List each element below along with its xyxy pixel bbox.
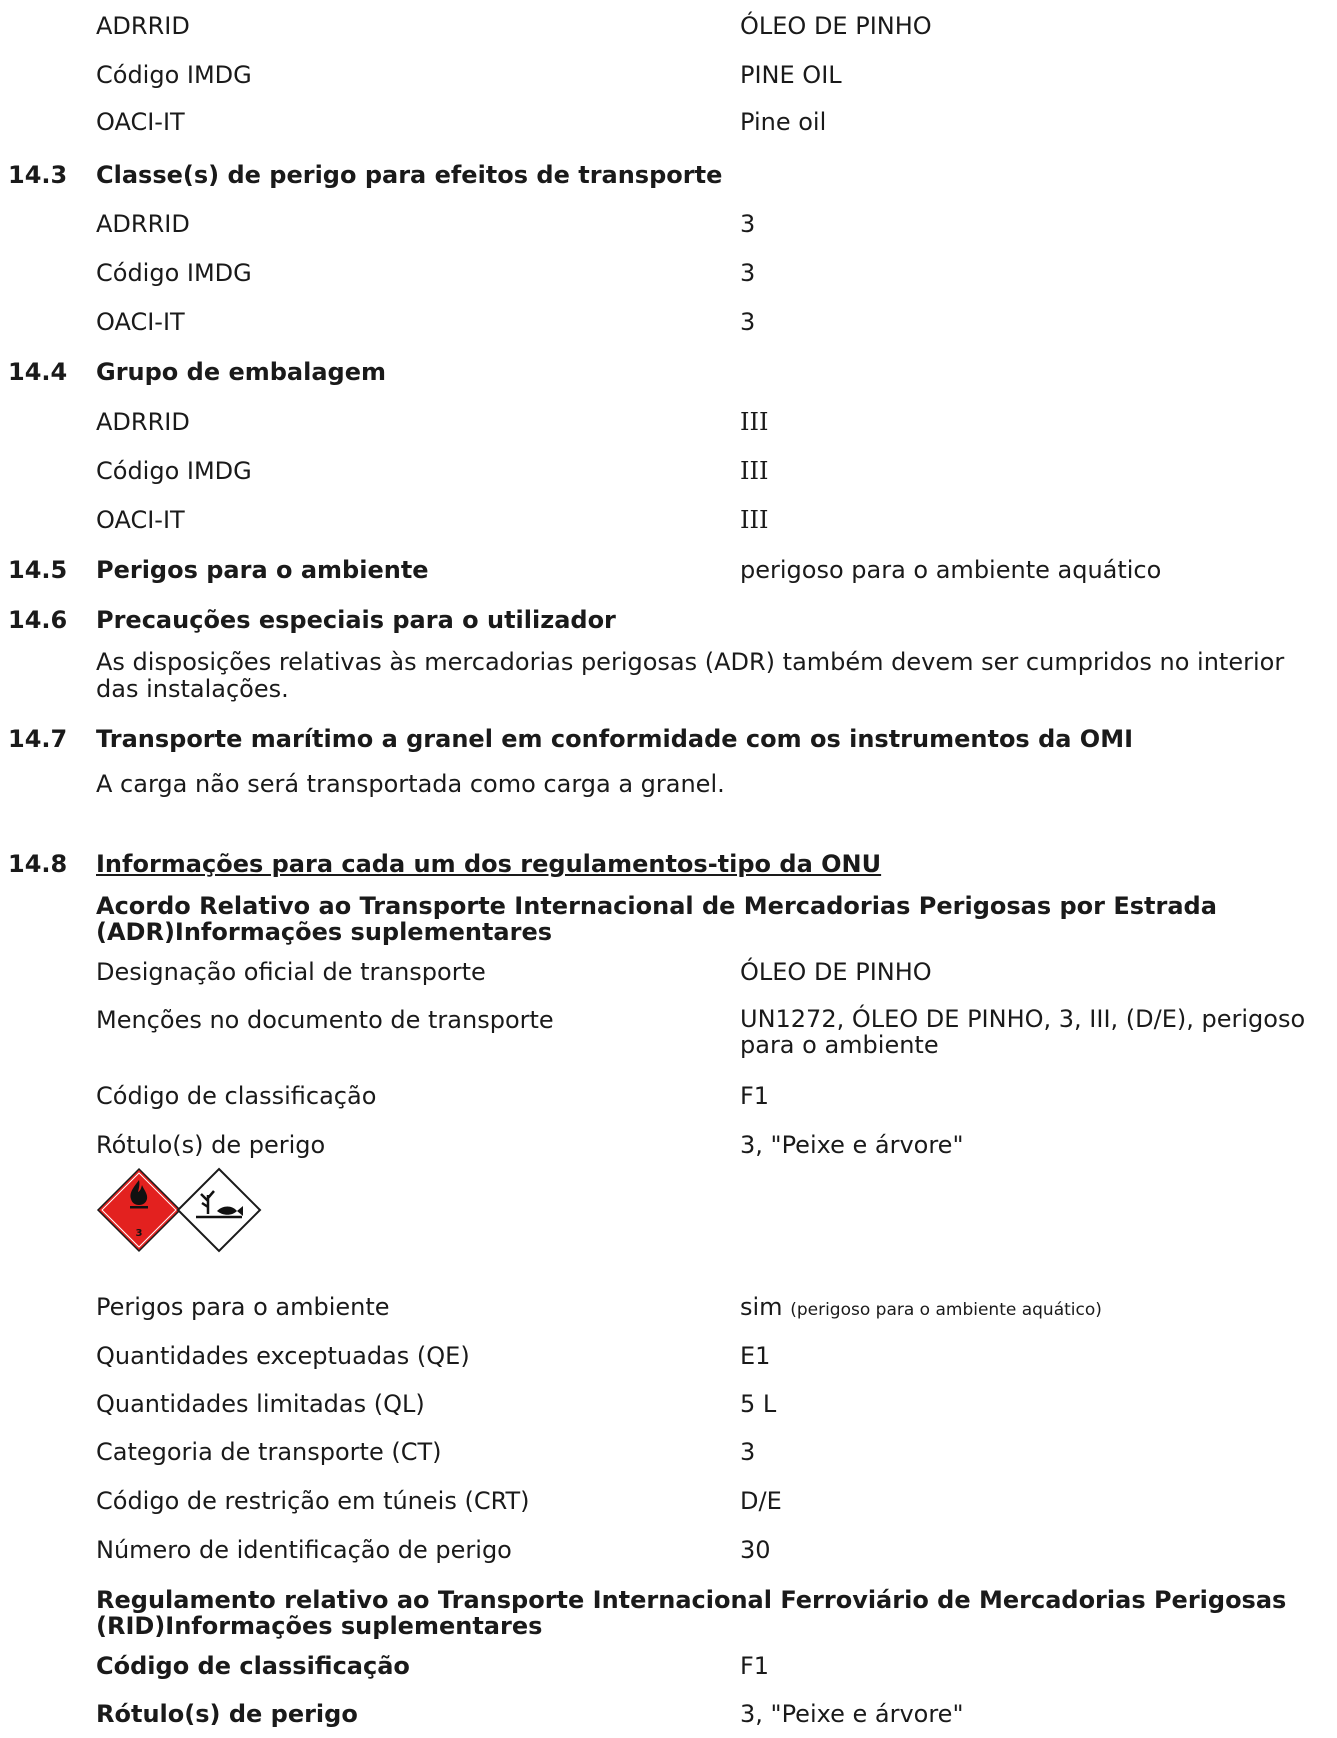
- section-title-14-3: Classe(s) de perigo para efeitos de transporte: [96, 161, 723, 189]
- adr-hazard-labels-value: 3, "Peixe e árvore": [740, 1131, 964, 1159]
- section-number-14-3: 14.3: [8, 161, 68, 189]
- oaci-name-value: Pine oil: [740, 108, 827, 136]
- adr-shipping-name-label: Designação oficial de transporte: [96, 958, 486, 986]
- section-number-14-6: 14.6: [8, 606, 68, 634]
- class-oaci-value: 3: [740, 308, 756, 336]
- section-number-14-4: 14.4: [8, 358, 68, 386]
- section-title-14-7: Transporte marítimo a granel em conformidade com os instrumentos da OMI: [96, 725, 1134, 753]
- oaci-label: OACI-IT: [96, 108, 185, 136]
- section-title-14-4: Grupo de embalagem: [96, 358, 387, 386]
- adr-classification-code-value: F1: [740, 1082, 770, 1110]
- section-number-14-5: 14.5: [8, 556, 68, 584]
- section-number-14-8: 14.8: [8, 850, 68, 878]
- adr-tunnel-code-value: D/E: [740, 1487, 782, 1515]
- adr-excepted-quantities-value: E1: [740, 1342, 771, 1370]
- hazard-label-pictograms: [96, 1167, 266, 1257]
- packing-adrrid-label: ADRRID: [96, 408, 190, 436]
- adr-tunnel-code-label: Código de restrição em túneis (CRT): [96, 1487, 530, 1515]
- adrrid-name-value: ÓLEO DE PINHO: [740, 12, 932, 40]
- section-title-14-8: Informações para cada um dos regulamentos-tipo da ONU: [96, 850, 882, 878]
- environment-hazard-icon: [178, 1169, 260, 1251]
- imdg-label: Código IMDG: [96, 61, 252, 89]
- adr-environment-yes: sim: [740, 1293, 783, 1321]
- adr-environment-label: Perigos para o ambiente: [96, 1293, 390, 1321]
- imdg-name-value: PINE OIL: [740, 61, 842, 89]
- adr-classification-code-label: Código de classificação: [96, 1082, 377, 1110]
- packing-imdg-label: Código IMDG: [96, 457, 252, 485]
- adr-excepted-quantities-label: Quantidades exceptuadas (QE): [96, 1342, 470, 1370]
- adr-document-entry-value: UN1272, ÓLEO DE PINHO, 3, III, (D/E), perigoso para o ambiente: [740, 1005, 1306, 1059]
- packing-adrrid-value: III: [740, 408, 769, 436]
- adr-transport-category-label: Categoria de transporte (CT): [96, 1438, 442, 1466]
- adr-document-entry-label: Menções no documento de transporte: [96, 1006, 554, 1034]
- rid-classification-code-value: F1: [740, 1652, 770, 1680]
- adr-subsection-title: Acordo Relativo ao Transporte Internacional de Mercadorias Perigosas por Estrada (ADR)Informações suplementares: [96, 892, 1217, 946]
- adr-environment-note: (perigoso para o ambiente aquático): [790, 1300, 1102, 1320]
- adr-environment-value: [740, 1293, 1102, 1321]
- flammable-liquid-class-3-icon: [98, 1169, 180, 1251]
- class-oaci-label: OACI-IT: [96, 308, 185, 336]
- rid-hazard-labels-label: Rótulo(s) de perigo: [96, 1700, 358, 1728]
- class-adrrid-value: 3: [740, 210, 756, 238]
- adrrid-label: ADRRID: [96, 12, 190, 40]
- class-3-label-number: 3: [135, 1228, 143, 1239]
- rid-hazard-labels-value: 3, "Peixe e árvore": [740, 1700, 964, 1728]
- adr-shipping-name-value: ÓLEO DE PINHO: [740, 958, 932, 986]
- environment-hazard-value: perigoso para o ambiente aquático: [740, 556, 1162, 584]
- adr-hazard-id-label: Número de identificação de perigo: [96, 1536, 512, 1564]
- precautions-text: As disposições relativas às mercadorias perigosas (ADR) também devem ser cumpridos no interior das instalações.: [96, 648, 1285, 703]
- packing-oaci-label: OACI-IT: [96, 506, 185, 534]
- hazard-label-svg: [96, 1167, 266, 1257]
- adr-limited-quantities-label: Quantidades limitadas (QL): [96, 1390, 425, 1418]
- rid-classification-code-label: Código de classificação: [96, 1652, 410, 1680]
- adr-transport-category-value: 3: [740, 1438, 756, 1466]
- section-number-14-7: 14.7: [8, 725, 68, 753]
- class-imdg-value: 3: [740, 259, 756, 287]
- packing-oaci-value: III: [740, 506, 769, 534]
- class-adrrid-label: ADRRID: [96, 210, 190, 238]
- rid-subsection-title: Regulamento relativo ao Transporte Internacional Ferroviário de Mercadorias Perigosas (RID)Informações suplementares: [96, 1586, 1287, 1640]
- class-imdg-label: Código IMDG: [96, 259, 252, 287]
- adr-hazard-labels-label: Rótulo(s) de perigo: [96, 1131, 326, 1159]
- bulk-transport-text: A carga não será transportada como carga a granel.: [96, 770, 725, 798]
- section-title-14-6: Precauções especiais para o utilizador: [96, 606, 616, 634]
- adr-limited-quantities-value: 5 L: [740, 1390, 777, 1418]
- packing-imdg-value: III: [740, 457, 769, 485]
- section-title-14-5: Perigos para o ambiente: [96, 556, 429, 584]
- adr-hazard-id-value: 30: [740, 1536, 771, 1564]
